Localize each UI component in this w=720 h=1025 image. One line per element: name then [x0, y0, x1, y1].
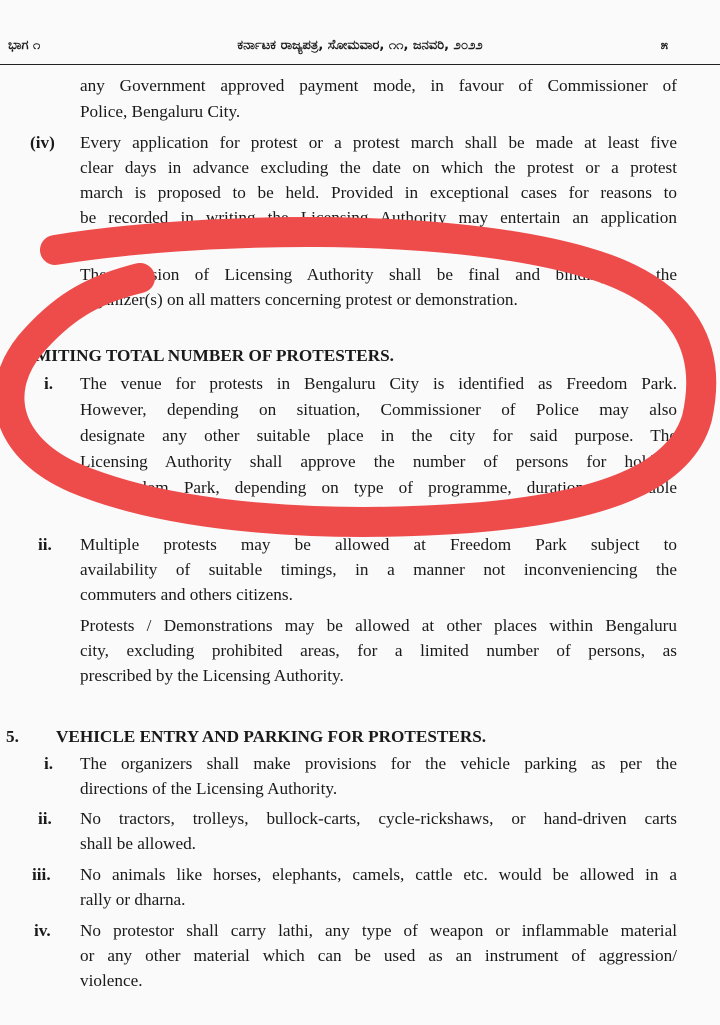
item-number: i. — [44, 374, 54, 393]
paragraph-line: The organizers shall make provisions for the vehicle parking as per the — [80, 754, 677, 773]
paragraph-line: availability of suitable timings, in a manner not inconveniencing the — [80, 560, 677, 579]
paragraph-line: clear days in advance excluding the date on which the protest or a protest — [80, 158, 677, 177]
part-label: ಭಾಗ ೧ — [8, 38, 41, 53]
section-5-number: 5. — [6, 727, 19, 746]
paragraph-line: be recorded in writing the Licensing Authority may entertain an application — [80, 208, 677, 227]
paragraph-line: No tractors, trolleys, bullock-carts, cycle-rickshaws, or hand-driven carts — [80, 809, 677, 828]
paragraph-line: No protestor shall carry lathi, any type of weapon or inflammable material — [80, 921, 677, 940]
paragraph-line: Multiple protests may be allowed at Freedom Park subject to — [80, 535, 677, 554]
item-number: ii. — [38, 809, 52, 828]
paragraph-line: Licensing Authority shall approve the number of persons for holding — [80, 452, 677, 471]
paragraph-line: organizer(s) on all matters concerning protest or demonstration. — [80, 290, 518, 309]
page-header — [0, 0, 720, 65]
section-4-heading: 4.LIMITING TOTAL NUMBER OF PROTESTERS. — [4, 346, 394, 365]
paragraph-line: violence. — [80, 971, 143, 990]
paragraph-line: prescribed by the Licensing Authority. — [80, 666, 344, 685]
paragraph-line: shall be allowed. — [80, 834, 196, 853]
page-number: ೫ — [660, 38, 668, 53]
paragraph-line: city, excluding prohibited areas, for a limited number of persons, as — [80, 641, 677, 660]
paragraph-line: However, depending on situation, Commissioner of Police may also — [80, 400, 677, 419]
item-number: (iv) — [30, 133, 55, 152]
paragraph-line: Protests / Demonstrations may be allowed at other places within Bengaluru — [80, 616, 677, 635]
section-5-heading: VEHICLE ENTRY AND PARKING FOR PROTESTERS. — [56, 727, 487, 746]
paragraph-line: The venue for protests in Bengaluru City is identified as Freedom Park. — [80, 374, 677, 393]
paragraph-line: commuters and others citizens. — [80, 585, 293, 604]
item-number: ii. — [38, 535, 52, 554]
intro-line: any Government approved payment mode, in favour of Commissioner of — [80, 76, 677, 95]
intro-line: Police, Bengaluru City. — [80, 102, 241, 121]
paragraph-line: march is proposed to be held. Provided in exceptional cases for reasons to — [80, 183, 677, 202]
paragraph-line: at Freedom Park, depending on type of programme, duration, reasonable — [80, 478, 677, 497]
item-number: iii. — [32, 865, 51, 884]
paragraph-line: or any other material which can be used as an instrument of aggression/ — [80, 946, 677, 965]
item-number: i. — [44, 754, 54, 773]
paragraph-line: Every application for protest or a protest march shall be made at least five — [80, 133, 677, 152]
paragraph-line: No animals like horses, elephants, camels, cattle etc. would be allowed in a — [80, 865, 677, 884]
paragraph-line: directions of the Licensing Authority. — [80, 779, 338, 798]
paragraph-line: rally or dharna. — [80, 890, 186, 909]
paragraph-line: The decision of Licensing Authority shall be final and binding on the — [80, 265, 677, 284]
gazette-title: ಕರ್ನಾಟಕ ರಾಜ್ಯಪತ್ರ, ಸೋಮವಾರ, ೧೧, ಜನವರಿ, ೨೦೨೨ — [237, 38, 483, 53]
paragraph-line: designate any other suitable place in the city for said purpose. The — [80, 426, 677, 445]
item-number: iv. — [34, 921, 51, 940]
